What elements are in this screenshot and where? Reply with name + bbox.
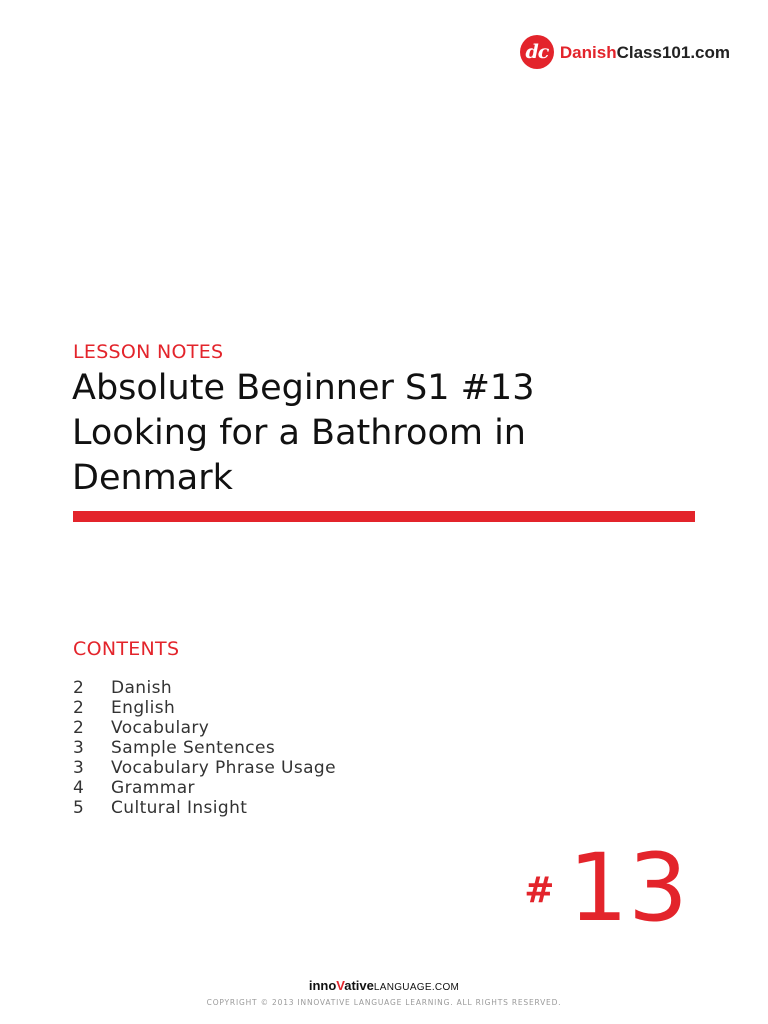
footer-logo-v: V — [336, 978, 345, 993]
toc-page-number: 5 — [73, 798, 85, 818]
brand-logo — [520, 34, 730, 70]
lesson-number — [524, 834, 688, 944]
hash-symbol: # — [524, 870, 555, 911]
toc-page-number: 4 — [73, 778, 85, 798]
toc-label: Sample Sentences — [111, 738, 276, 758]
brand-name — [560, 44, 730, 61]
footer-logo-part3: LANGUAGE.COM — [373, 982, 460, 993]
logo-mark-icon: dc — [520, 35, 554, 69]
footer-logo-part1: inno — [308, 978, 337, 993]
toc-label: Cultural Insight — [111, 798, 248, 818]
lesson-number-value: 13 — [568, 834, 688, 943]
toc-label: Grammar — [111, 778, 195, 798]
title-divider — [73, 511, 695, 522]
contents-heading: CONTENTS — [73, 638, 180, 660]
title-line-2: Looking for a Bathroom in — [72, 413, 526, 453]
brand-name-part2: Class101.com — [616, 42, 730, 62]
footer-logo-part2: ative — [344, 978, 374, 993]
toc-page-number: 2 — [73, 698, 85, 718]
toc-label: Vocabulary Phrase Usage — [111, 758, 336, 778]
toc-item[interactable] — [73, 718, 336, 738]
toc-item[interactable] — [73, 678, 336, 698]
toc-label: English — [111, 698, 176, 718]
toc-item[interactable] — [73, 738, 336, 758]
copyright-notice: COPYRIGHT © 2013 INNOVATIVE LANGUAGE LEARNING. ALL RIGHTS RESERVED. — [206, 998, 562, 1007]
toc-page-number: 3 — [73, 758, 85, 778]
toc-page-number: 3 — [73, 738, 85, 758]
toc-item[interactable] — [73, 698, 336, 718]
toc-label: Vocabulary — [111, 718, 210, 738]
lesson-notes-label: LESSON NOTES — [73, 341, 224, 363]
toc-item[interactable] — [73, 758, 336, 778]
toc-page-number: 2 — [73, 678, 85, 698]
lesson-title — [72, 366, 692, 501]
table-of-contents — [73, 678, 336, 818]
toc-label: Danish — [111, 678, 173, 698]
toc-item[interactable] — [73, 798, 336, 818]
toc-item[interactable] — [73, 778, 336, 798]
footer-logo — [0, 979, 768, 995]
title-line-3: Denmark — [72, 458, 233, 498]
title-line-1: Absolute Beginner S1 #13 — [72, 368, 535, 408]
toc-page-number: 2 — [73, 718, 85, 738]
brand-name-part1: Danish — [559, 42, 617, 62]
